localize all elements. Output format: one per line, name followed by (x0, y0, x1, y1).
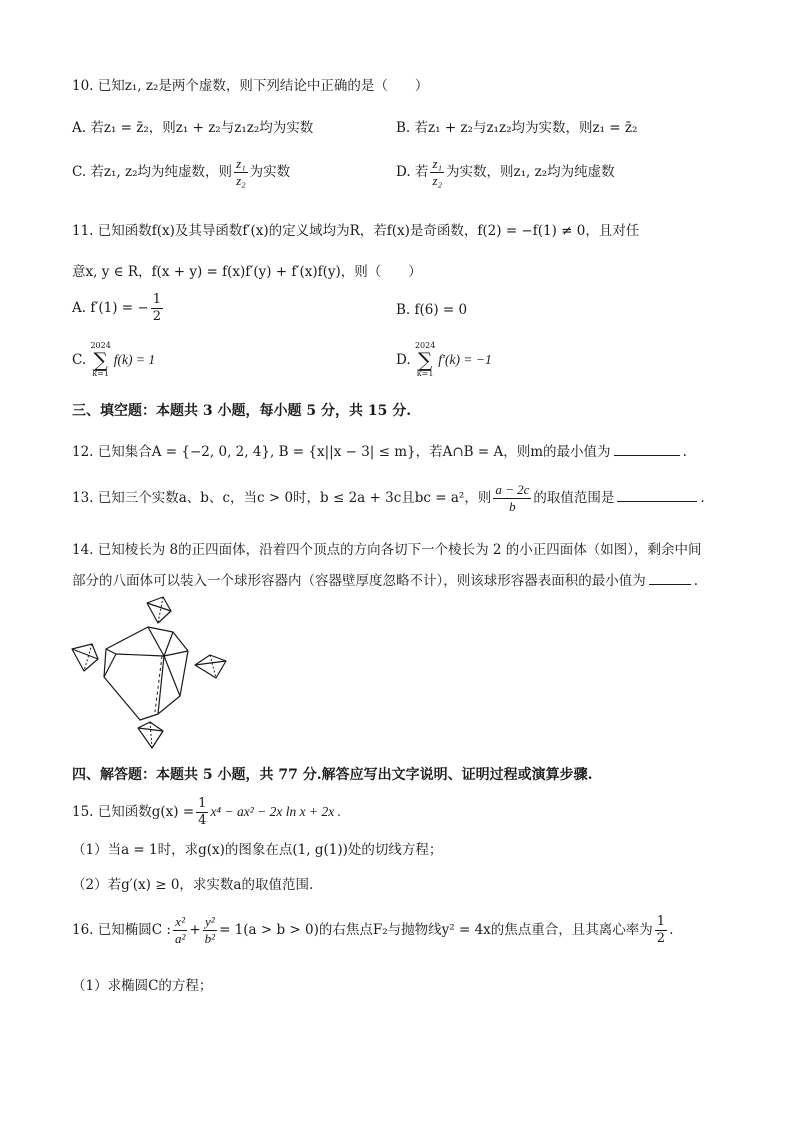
section-4-heading: 四、解答题：本题共 5 小题，共 77 分.解答应写出文字说明、证明过程或演算步骤. (72, 767, 593, 783)
q10-stem: 10. 已知z₁, z₂是两个虚数，则下列结论中正确的是（ ） (72, 78, 429, 94)
q14-line1: 14. 已知棱长为 8的正四面体，沿着四个顶点的方向各切下一个棱长为 2 的小正四面体（如图），剩余中间 (72, 542, 702, 558)
q11-d-upper: 2024 (414, 341, 436, 350)
q16-mid: = 1(a > b > 0)的右焦点F₂与抛物线y² = 4x的焦点重合，且其离心率为 (219, 922, 653, 938)
q11-option-d (396, 342, 492, 378)
q15-num: 1 (198, 796, 207, 811)
q16-f2-num: y² (203, 914, 217, 931)
octahedron-edge (164, 632, 173, 656)
q10-option-d (396, 156, 615, 189)
octahedron-outline (104, 627, 188, 720)
q10-d-pre: D. 若 (396, 164, 429, 180)
q16-part1: （1）求椭圆C的方程； (72, 978, 213, 994)
q16-pre: 16. 已知椭圆C : (72, 922, 171, 938)
q15-pre: 15. 已知函数g(x) = (72, 804, 195, 820)
q11-option-a (72, 292, 165, 325)
q11-a-den: 2 (152, 309, 162, 324)
q16-plus: + (189, 922, 201, 938)
q11-a-pre: A. f′(1) = − (72, 300, 149, 316)
q15-part2: （2）若g′(x) ≥ 0，求实数a的取值范围. (72, 877, 314, 893)
small-tetrahedron-edge (150, 722, 152, 748)
q15-part1: （1）当a = 1时，求g(x)的图象在点(1, g(1))处的切线方程； (72, 842, 443, 858)
q10-d-den: z₂ (432, 173, 443, 188)
q16-eccentricity (655, 914, 667, 947)
q11-stem-line2: 意x, y ∈ R，f(x + y) = f(x)f′(y) + f′(x)f(y)，则（ ） (72, 264, 422, 280)
q16-f2-den: b² (204, 931, 216, 946)
q16-f1-den: a² (174, 931, 186, 946)
q16-end: . (669, 922, 674, 938)
q12-answer-blank (614, 443, 680, 456)
q10-d-post: 为实数，则z₁, z₂均为纯虚数 (446, 164, 615, 180)
q10-option-c (72, 156, 290, 189)
q13 (72, 482, 705, 515)
q14-end: . (693, 573, 699, 589)
q13-end: . (700, 490, 705, 506)
q13-post: 的取值范围是 (533, 490, 615, 506)
q15-fraction (196, 796, 208, 829)
q11-d-label: D. (396, 352, 411, 368)
q11-stem-line1: 11. 已知函数f(x)及其导函数f′(x)的定义域均为R，若f(x)是奇函数，f(2) = −f(1) ≠ 0，且对任 (72, 223, 640, 239)
q12 (72, 440, 687, 460)
q13-fraction (493, 482, 531, 515)
octahedron-edge (106, 649, 116, 654)
q11-c-sigma: ∑ (93, 348, 108, 372)
q11-a-fraction (151, 292, 163, 325)
q11-d-lower: k=1 (416, 369, 434, 378)
q10-c-fraction (234, 156, 248, 189)
q13-den: b (509, 499, 516, 514)
q16-fraction-y (203, 914, 217, 947)
q13-answer-blank (617, 489, 697, 502)
q10-option-a: A. 若z₁ = z̄₂，则z₁ + z₂与z₁z₂均为实数 (72, 120, 314, 136)
q10-c-num: z₁ (236, 156, 246, 171)
q11-c-upper: 2024 (90, 341, 111, 350)
small-tetrahedron-right (195, 655, 226, 678)
q12-text: 12. 已知集合A = {−2, 0, 2, 4}, B = {x||x − 3| ≤ m}，若A∩B = A，则m的最小值为 (72, 444, 611, 460)
section-3-heading: 三、填空题：本题共 3 小题，每小题 5 分，共 15 分. (72, 403, 412, 419)
q16-f1-num: x² (173, 914, 187, 931)
q10-d-fraction (430, 156, 444, 189)
q15-stem (72, 796, 341, 829)
q11-c-summation (90, 342, 110, 378)
q14-line2-text: 部分的八面体可以装入一个球形容器内（容器壁厚度忽略不计），则该球形容器表面积的最小值为 (72, 573, 646, 589)
q16-e-den: 2 (656, 931, 666, 946)
q13-num: a − 2c (495, 482, 530, 497)
q16-fraction-x (173, 914, 187, 947)
octahedron-edge (116, 654, 164, 656)
q11-c-lower: k=1 (92, 369, 109, 378)
octahedron-edge (164, 656, 180, 696)
q11-d-summation (415, 342, 435, 378)
q10-c-den: z₂ (236, 173, 246, 188)
q16-e-num: 1 (656, 914, 666, 929)
q10-option-b: B. 若z₁ + z₂与z₁z₂均为实数，则z₁ = z̄₂ (396, 120, 638, 136)
q11-a-num: 1 (152, 292, 162, 307)
octahedron-edge (164, 651, 188, 656)
octahedron-edge (148, 627, 164, 656)
q16-stem (72, 914, 673, 947)
truncated-tetrahedron-diagram (70, 592, 230, 754)
q14-answer-blank (649, 572, 691, 585)
q15-post: x⁴ − ax² − 2x ln x + 2x . (210, 804, 341, 819)
q12-end: . (682, 444, 687, 460)
q11-option-c (72, 342, 155, 378)
q10-c-pre: C. 若z₁, z₂均为纯虚数，则 (72, 164, 233, 180)
q10-d-num: z₁ (432, 156, 443, 171)
q14-line2 (72, 569, 698, 589)
q11-option-b: B. f(6) = 0 (396, 302, 468, 318)
q14-figure (70, 592, 230, 758)
q11-c-expr: f(k) = 1 (113, 352, 156, 367)
q11-c-label: C. (72, 352, 87, 368)
q15-den: 4 (198, 813, 207, 828)
q11-d-sigma: ∑ (417, 348, 433, 372)
q13-pre: 13. 已知三个实数a、b、c，当c > 0时，b ≤ 2a + 3c且bc = a²，则 (72, 490, 492, 506)
q11-d-expr: f′(k) = −1 (438, 352, 492, 367)
q10-c-post: 为实数 (249, 164, 291, 180)
